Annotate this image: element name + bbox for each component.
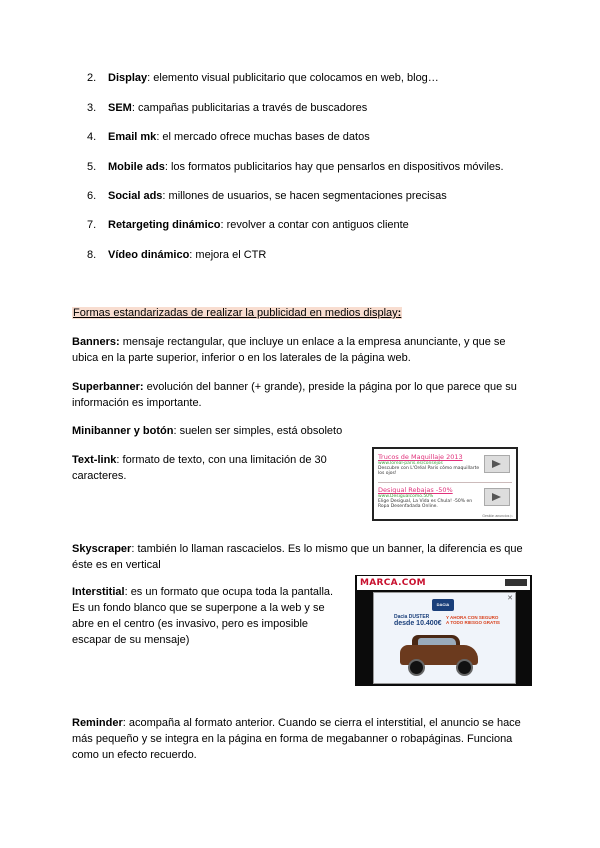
list-item: 6. Social ads: millones de usuarios, se hacen segmentaciones precisas [87, 190, 447, 202]
car-wheel [456, 659, 473, 676]
car-window [418, 638, 456, 645]
marca-logo: MARCA.COM [360, 578, 426, 588]
superbanner-paragraph: Superbanner: evolución del banner (+ grande), preside la página por lo que parece que su información es importante. [72, 381, 517, 409]
list-text: : elemento visual publicitario que colocamos en web, blog… [147, 72, 439, 84]
list-text: : millones de usuarios, se hacen segmentaciones precisas [162, 190, 447, 202]
interstitial-ad-image [355, 575, 532, 686]
textlink-ad-1: Trucos de Maquillaje 2013 www.loreal-paris.es/consejos Descubre con L'Oréal Paris cómo maquillarte los ojos! [378, 453, 480, 476]
textlink-ad-image: Trucos de Maquillaje 2013 www.loreal-paris.es/consejos Descubre con L'Oréal Paris cómo maquillarte los ojos! Desigual Rebajas -50% www.Desigualcomo.50% Elige Desigual, La Vida es Chula! -50% en Ropa Desenfadada Online. Gestión anuncios ▷ [372, 447, 518, 521]
arrow-right-icon [484, 488, 510, 506]
list-term: Mobile ads [108, 161, 165, 173]
minibanner-paragraph: Minibanner y botón: suelen ser simples, está obsoleto [72, 425, 343, 437]
textlink-ad-2: Desigual Rebajas -50% www.Desigualcomo.50% Elige Desigual, La Vida es Chula! -50% en Ropa Desenfadada Online. [378, 486, 473, 509]
interstitial-term: Interstitial [72, 586, 125, 598]
list-item: 5. Mobile ads: los formatos publicitarios hay que pensarlos en dispositivos móviles. [87, 161, 504, 173]
minibanner-term: Minibanner y botón [72, 425, 174, 437]
car-wheel [408, 659, 425, 676]
list-item: 7. Retargeting dinámico: revolver a contar con antiguos cliente [87, 219, 409, 231]
list-term: Social ads [108, 190, 163, 202]
reminder-paragraph: Reminder: acompaña al formato anterior. Cuando se cierra el interstitial, el anuncio se hace más pequeño y se integra en la página en forma de megabanner o robapáginas. Funciona como un efecto recuerdo. [72, 717, 521, 761]
list-item: 3. SEM: campañas publicitarias a través de buscadores [87, 102, 368, 114]
divider [378, 482, 512, 483]
arrow-right-icon [484, 455, 510, 473]
reminder-term: Reminder [72, 717, 123, 729]
textlink-paragraph: Text-link: formato de texto, con una limitación de 30 caracteres. [72, 454, 327, 482]
skyscraper-paragraph: Skyscraper: también lo llaman rascacielos. Es lo mismo que un banner, la diferencia es que éste es en vertical [72, 543, 523, 571]
promo-text: Y AHORA CON SEGURO A TODO RIESGO GRATIS [446, 615, 500, 625]
superbanner-term: Superbanner: [72, 381, 144, 393]
banners-term: Banners: [72, 336, 120, 348]
skyscraper-term: Skyscraper [72, 543, 132, 555]
list-text: : los formatos publicitarios hay que pensarlos en dispositivos móviles. [164, 161, 504, 173]
list-item: 4. Email mk: el mercado ofrece muchas bases de datos [87, 131, 370, 143]
list-term: SEM [108, 102, 132, 114]
header-button [505, 579, 527, 586]
list-item: 2. Display: elemento visual publicitario que colocamos en web, blog… [87, 72, 439, 84]
list-term: Email mk [108, 131, 157, 143]
site-header [357, 576, 530, 590]
close-icon: ✕ [507, 595, 513, 602]
dacia-logo: DACIA [432, 599, 454, 611]
list-term: Vídeo dinámico [108, 249, 190, 261]
banners-paragraph: Banners: mensaje rectangular, que incluye un enlace a la empresa anunciante, y que se ubica en la parte superior, inferior o en los laterales de la página web. [72, 336, 506, 364]
price-text: Dacia DUSTER desde 10.400€ [394, 614, 442, 627]
textlink-term: Text-link [72, 454, 117, 466]
list-text: : revolver a contar con antiguos cliente [220, 219, 409, 231]
list-item: 8. Vídeo dinámico: mejora el CTR [87, 249, 267, 261]
list-term: Retargeting dinámico [108, 219, 221, 231]
section-heading: Formas estandarizadas de realizar la publicidad en medios display: [73, 307, 402, 319]
list-term: Display [108, 72, 148, 84]
list-text: : mejora el CTR [189, 249, 267, 261]
list-text: : campañas publicitarias a través de buscadores [131, 102, 368, 114]
interstitial-ad [373, 592, 516, 684]
list-text: : el mercado ofrece muchas bases de datos [156, 131, 370, 143]
interstitial-paragraph: Interstitial: es un formato que ocupa toda la pantalla. Es un fondo blanco que se superpone a la web y se abre en el centro (es invasivo, pero es imposible escapar de su mensaje) [72, 586, 334, 646]
